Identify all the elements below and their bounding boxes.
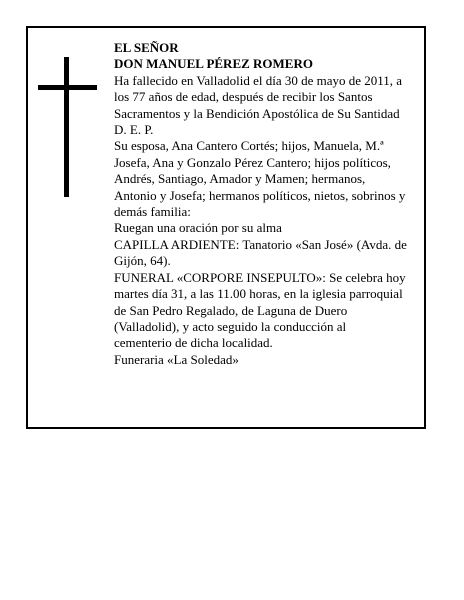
funeral-service-line: (Valladolid), y acto seguido la conducción al <box>114 318 347 334</box>
funeral-service-line: cementerio de dicha localidad. <box>114 335 273 351</box>
cross-horizontal-bar <box>38 85 97 90</box>
funeral-chapel-line: CAPILLA ARDIENTE: Tanatorio «San José» (Avda. de <box>114 236 407 252</box>
funeral-service-line: FUNERAL «CORPORE INSEPULTO»: Se celebra hoy <box>114 269 406 285</box>
family-line: Josefa, Ana y Gonzalo Pérez Cantero; hijos políticos, <box>114 154 391 170</box>
deceased-name: DON MANUEL PÉREZ ROMERO <box>114 56 313 72</box>
family-line: Andrés, Santiago, Amador y Mamen; hermanos, <box>114 171 366 187</box>
family-line: demás familia: <box>114 204 191 220</box>
obituary-text <box>114 40 426 368</box>
funeral-chapel-line: Gijón, 64). <box>114 253 171 269</box>
funeral-home: Funeraria «La Soledad» <box>114 351 239 367</box>
obituary-title-line: EL SEÑOR <box>114 40 179 55</box>
death-notice-line: Ha fallecido en Valladolid el día 30 de mayo de 2011, a <box>114 72 403 88</box>
family-line: Antonio y Josefa; hermanos políticos, nietos, sobrinos y <box>114 187 406 203</box>
funeral-service-line: de San Pedro Regalado, de Laguna de Duero <box>114 302 348 318</box>
death-notice-line: los 77 años de edad, después de recibir los Santos <box>114 89 373 105</box>
funeral-service-line: martes día 31, a las 11.00 horas, en la iglesia parroquial <box>114 286 403 302</box>
prayer-request: Ruegan una oración por su alma <box>114 220 282 236</box>
rip-line: D. E. P. <box>114 122 154 138</box>
cross-vertical-bar <box>64 57 69 197</box>
family-line: Su esposa, Ana Cantero Cortés; hijos, Manuela, M.ª <box>114 138 384 154</box>
death-notice-line: Sacramentos y la Bendición Apostólica de Su Santidad <box>114 105 400 121</box>
